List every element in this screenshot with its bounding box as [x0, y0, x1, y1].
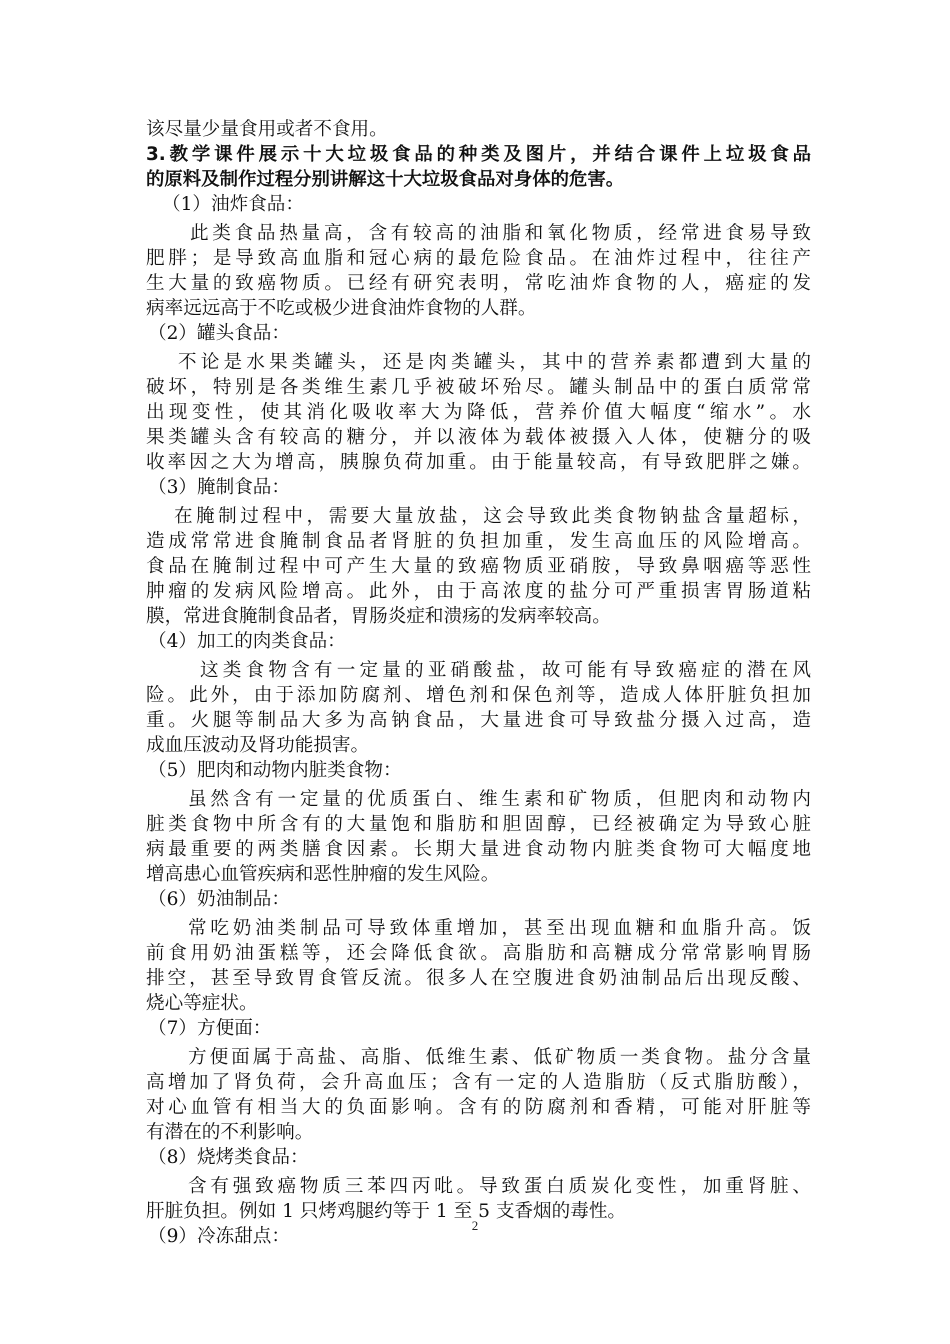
- text-line: 险。此外，由于添加防腐剂、增色剂和保色剂等，造成人体肝脏负担加: [146, 685, 811, 706]
- text-line: 病率远远高于不吃或极少进食油炸食物的人群。: [146, 298, 537, 319]
- section-heading: （1）油炸食品：: [162, 194, 304, 215]
- text-line: 此类食品热量高，含有较高的油脂和氧化物质，经常进食易导致: [190, 223, 811, 244]
- text-line: 果类罐头含有较高的糖分，并以液体为载体被摄入人体，使糖分的吸: [146, 427, 811, 448]
- text-line: 膜，常进食腌制食品者，胃肠炎症和溃疡的发病率较高。: [146, 606, 611, 627]
- section-heading: （3）腌制食品：: [148, 477, 290, 498]
- text-line: 造成常常进食腌制食品者肾脏的负担加重，发生高血压的风险增高。: [146, 531, 811, 552]
- text-line: 重。火腿等制品大多为高钠食品，大量进食可导致盐分摄入过高，造: [146, 710, 811, 731]
- section-heading: （6）奶油制品：: [148, 889, 290, 910]
- text-line: 收率因之大为增高，胰腺负荷加重。由于能量较高，有导致肥胖之嫌。: [146, 452, 811, 473]
- text-line: 肿瘤的发病风险增高。此外，由于高浓度的盐分可严重损害胃肠道粘: [146, 581, 811, 602]
- text-line: 含有强致癌物质三苯四丙吡。导致蛋白质炭化变性，加重肾脏、: [188, 1176, 811, 1197]
- text-line: 高增加了肾负荷，会升高血压；含有一定的人造脂肪（反式脂肪酸），: [146, 1072, 811, 1093]
- text-line: 生大量的致癌物质。已经有研究表明，常吃油炸食物的人，癌症的发: [146, 273, 811, 294]
- text-line: 对心血管有相当大的负面影响。含有的防腐剂和香精，可能对肝脏等: [146, 1097, 811, 1118]
- text-line: 增高患心血管疾病和恶性肿瘤的发生风险。: [146, 864, 500, 885]
- text-line: 破坏，特别是各类维生素几乎被破坏殆尽。罐头制品中的蛋白质常常: [146, 377, 811, 398]
- text-line: 病最重要的两类膳食因素。长期大量进食动物内脏类食物可大幅度地: [146, 839, 811, 860]
- page-body: [146, 117, 811, 1249]
- section-heading: （9）冷冻甜点：: [148, 1226, 290, 1247]
- text-line: 这类食物含有一定量的亚硝酸盐，故可能有导致癌症的潜在风: [200, 660, 811, 681]
- text-line: 方便面属于高盐、高脂、低维生素、低矿物质一类食物。盐分含量: [188, 1047, 811, 1068]
- text-line: 该尽量少量食用或者不食用。: [146, 119, 388, 140]
- text-line: 在腌制过程中，需要大量放盐，这会导致此类食物钠盐含量超标，: [174, 506, 811, 527]
- section-heading: （5）肥肉和动物内脏类食物：: [148, 760, 402, 781]
- text-line: 食品在腌制过程中可产生大量的致癌物质亚硝胺，导致鼻咽癌等恶性: [146, 556, 811, 577]
- text-line: 脏类食物中所含有的大量饱和脂肪和胆固醇，已经被确定为导致心脏: [146, 814, 811, 835]
- page-number: 2: [471, 1218, 479, 1233]
- section-heading: （4）加工的肉类食品：: [148, 631, 346, 652]
- text-line: 成血压波动及肾功能损害。: [146, 735, 370, 756]
- section-heading: （2）罐头食品：: [148, 323, 290, 344]
- section-heading: （7）方便面：: [148, 1018, 272, 1039]
- text-line: 排空，甚至导致胃食管反流。很多人在空腹进食奶油制品后出现反酸、: [146, 968, 811, 989]
- text-line: 有潜在的不利影响。: [146, 1122, 314, 1143]
- text-line: 烧心等症状。: [146, 993, 258, 1014]
- text-line: 肥胖；是导致高血脂和冠心病的最危险食品。在油炸过程中，往往产: [146, 248, 811, 269]
- text-line: 常吃奶油类制品可导致体重增加，甚至出现血糖和血脂升高。饭: [188, 918, 811, 939]
- text-line: 出现变性，使其消化吸收率大为降低，营养价值大幅度“缩水”。水: [146, 402, 811, 423]
- text-line: 的原料及制作过程分别讲解这十大垃圾食品对身体的危害。: [146, 169, 625, 190]
- text-line: 虽然含有一定量的优质蛋白、维生素和矿物质，但肥肉和动物内: [188, 789, 811, 810]
- text-line: 前食用奶油蛋糕等，还会降低食欲。高脂肪和高糖成分常常影响胃肠: [146, 943, 811, 964]
- text-line: 肝脏负担。例如 1 只烤鸡腿约等于 1 至 5 支香烟的毒性。: [146, 1201, 627, 1222]
- text-line: 3.教学课件展示十大垃圾食品的种类及图片，并结合课件上垃圾食品: [146, 144, 811, 165]
- section-heading: （8）烧烤类食品：: [148, 1147, 309, 1168]
- text-line: 不论是水果类罐头，还是肉类罐头，其中的营养素都遭到大量的: [178, 352, 811, 373]
